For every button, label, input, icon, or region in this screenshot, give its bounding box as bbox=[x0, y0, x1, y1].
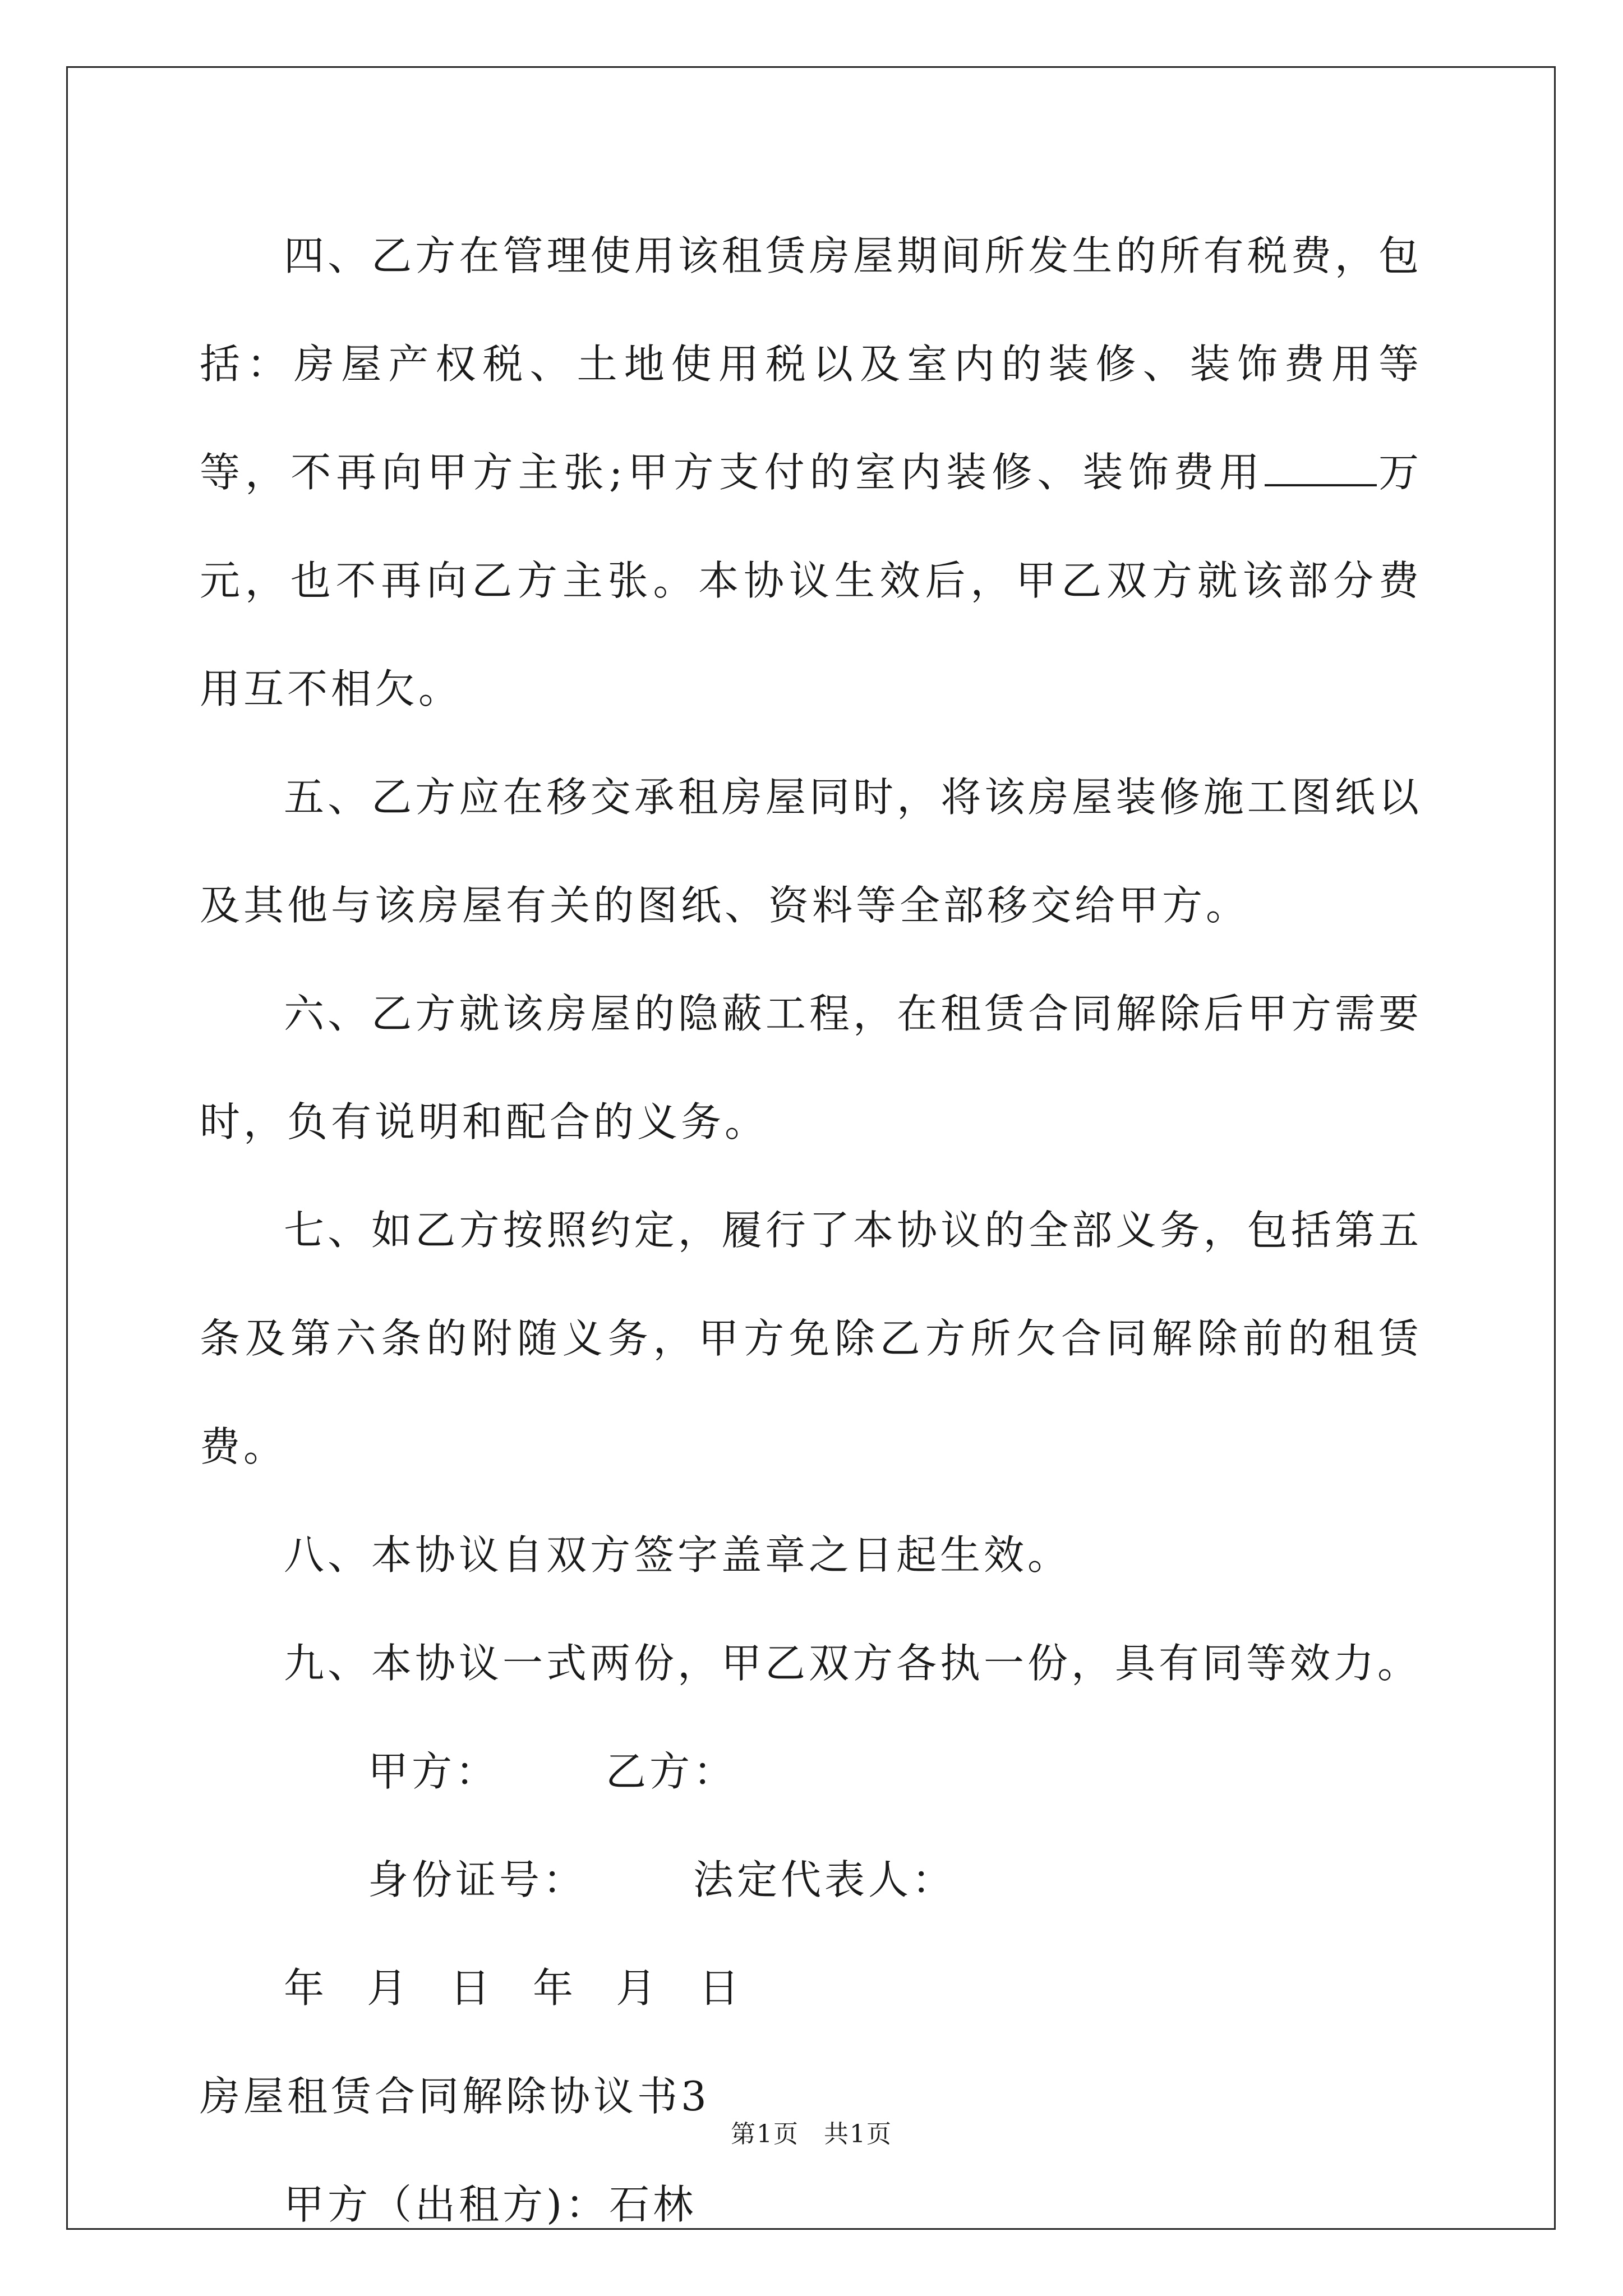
date-row bbox=[200, 1934, 1422, 2042]
id-number-label: 身份证号： bbox=[368, 1856, 587, 1903]
clause-4 bbox=[200, 202, 1422, 743]
date-day-b: 日 bbox=[699, 1964, 743, 2012]
party-b-label: 乙方： bbox=[606, 1748, 737, 1795]
date-year-b: 年 bbox=[533, 1964, 577, 2012]
party-signature-row bbox=[200, 1718, 1422, 1826]
clause-5: 五、乙方应在移交承租房屋同时，将该房屋装修施工图纸以及其他与该房屋有关的图纸、资料等全部移交给甲方。 bbox=[200, 774, 1422, 929]
date-year-a: 年 bbox=[284, 1964, 328, 2012]
date-month-a: 月 bbox=[367, 1964, 411, 2012]
id-signature-row bbox=[200, 1826, 1422, 1934]
legal-rep-label: 法定代表人： bbox=[693, 1856, 956, 1903]
lessor-line: 甲方（出租方)：石林 bbox=[284, 2181, 697, 2228]
clause-8: 八、本协议自双方签字盖章之日起生效。 bbox=[284, 1531, 1072, 1579]
clause-6: 六、乙方就该房屋的隐蔽工程，在租赁合同解除后甲方需要时，负有说明和配合的义务。 bbox=[200, 990, 1422, 1145]
amount-blank bbox=[1265, 450, 1377, 486]
party-a-label: 甲方： bbox=[368, 1748, 500, 1795]
page-footer bbox=[0, 2114, 1623, 2150]
clause-7: 七、如乙方按照约定，履行了本协议的全部义务，包括第五条及第六条的附随义务，甲方免除乙方所欠合同解除前的租赁费。 bbox=[200, 1207, 1422, 1470]
page-total: 共1页 bbox=[824, 2120, 892, 2148]
clause-4-text-b: 万元，也不再向乙方主张。本协议生效后，甲乙双方就该部分费用互不相欠。 bbox=[200, 449, 1422, 712]
date-day-a: 日 bbox=[450, 1964, 494, 2012]
date-month-b: 月 bbox=[616, 1964, 660, 2012]
section-title: 房屋租赁合同解除协议书3 bbox=[200, 2073, 710, 2120]
page-number: 第1页 bbox=[731, 2120, 799, 2148]
clause-4-text-a: 四、乙方在管理使用该租赁房屋期间所发生的所有税费，包括：房屋产权税、土地使用税以及室内的装修、装饰费用等等，不再向甲方主张;甲方支付的室内装修、装饰费用 bbox=[200, 232, 1422, 496]
document-body bbox=[200, 202, 1422, 2259]
clause-9: 九、本协议一式两份，甲乙双方各执一份，具有同等效力。 bbox=[284, 1640, 1422, 1687]
